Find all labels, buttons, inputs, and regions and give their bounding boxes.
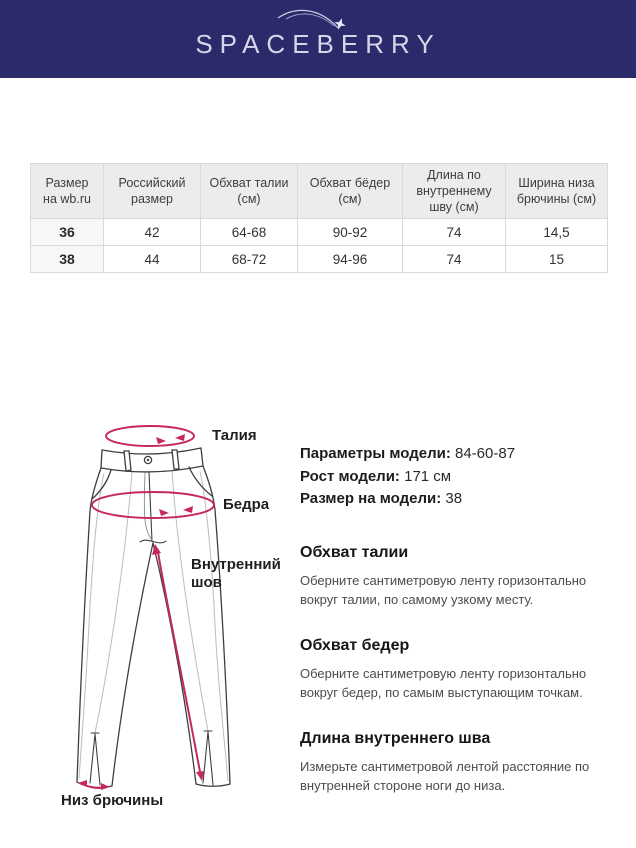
cell-hem-width: 15: [506, 246, 608, 273]
section-title: Длина внутреннего шва: [300, 729, 491, 747]
section-title: Обхват бедер: [300, 636, 410, 654]
cell-size-ru: 44: [104, 246, 201, 273]
measurement-section-waist: [300, 544, 622, 610]
measurement-section-inseam: [300, 730, 622, 796]
header-size-wb: Размер на wb.ru: [31, 164, 104, 219]
brand-name: SPACEBERRY: [195, 29, 441, 59]
section-text: Оберните сантиметровую ленту горизонтально вокруг бедер, по самым выступающим точкам.: [300, 665, 587, 700]
cell-inseam-length: 74: [403, 219, 506, 246]
brand-header: [0, 0, 636, 78]
model-params-line: [300, 443, 622, 466]
trousers-illustration-icon: [45, 415, 295, 815]
belt-loop: [124, 451, 131, 471]
header-inseam-length: Длина по внутреннему шву (см): [403, 164, 506, 219]
size-table-header-row: [31, 164, 608, 219]
header-size-ru: Российский размер: [104, 164, 201, 219]
cell-waist: 64-68: [201, 219, 298, 246]
model-height-label: Рост модели:: [300, 467, 400, 485]
cell-hem-width: 14,5: [506, 219, 608, 246]
cell-hips: 94-96: [298, 246, 403, 273]
hips-label: Бедра: [223, 496, 270, 513]
cell-hips: 90-92: [298, 219, 403, 246]
model-height-value: 171 см: [404, 467, 452, 485]
cell-size-wb: 38: [31, 246, 104, 273]
model-size-label: Размер на модели:: [300, 490, 442, 507]
table-row: [31, 219, 608, 246]
waist-label: Талия: [212, 427, 257, 444]
section-text: Оберните сантиметровую ленту горизонтально вокруг талии, по самому узкому месту.: [300, 572, 587, 607]
brand-logo: [0, 0, 636, 78]
model-params-value: 84-60-87: [455, 445, 516, 462]
header-hips: Обхват бёдер (см): [298, 164, 403, 219]
model-params-label: Параметры модели:: [300, 445, 451, 462]
belt-loop: [172, 450, 179, 469]
model-parameters: [300, 443, 622, 511]
cell-size-wb: 36: [31, 219, 104, 246]
model-size-value: 38: [445, 490, 463, 507]
model-height-line: [300, 466, 622, 489]
measurement-info-column: [300, 443, 622, 823]
header-hem-width: Ширина низа брючины (см): [506, 164, 608, 219]
hips-measure-ellipse: [92, 492, 214, 518]
section-text: Измерьте сантиметровой лентой расстояние по внутренней стороне ноги до низа.: [300, 758, 590, 793]
section-title: Обхват талии: [300, 543, 409, 561]
cell-size-ru: 42: [104, 219, 201, 246]
table-row: [31, 246, 608, 273]
measurement-sections: [300, 544, 622, 796]
cell-inseam-length: 74: [403, 246, 506, 273]
measurement-section-hips: [300, 637, 622, 703]
inseam-label: Внутренний шов: [191, 556, 281, 591]
cell-waist: 68-72: [201, 246, 298, 273]
size-table: [30, 163, 608, 273]
measurement-marks: [78, 426, 214, 790]
crease-lines: [79, 470, 228, 781]
model-size-line: [300, 488, 622, 511]
header-waist: Обхват талии (см): [201, 164, 298, 219]
trousers-diagram: [45, 415, 295, 815]
hem-label: Низ брючины: [61, 792, 164, 809]
